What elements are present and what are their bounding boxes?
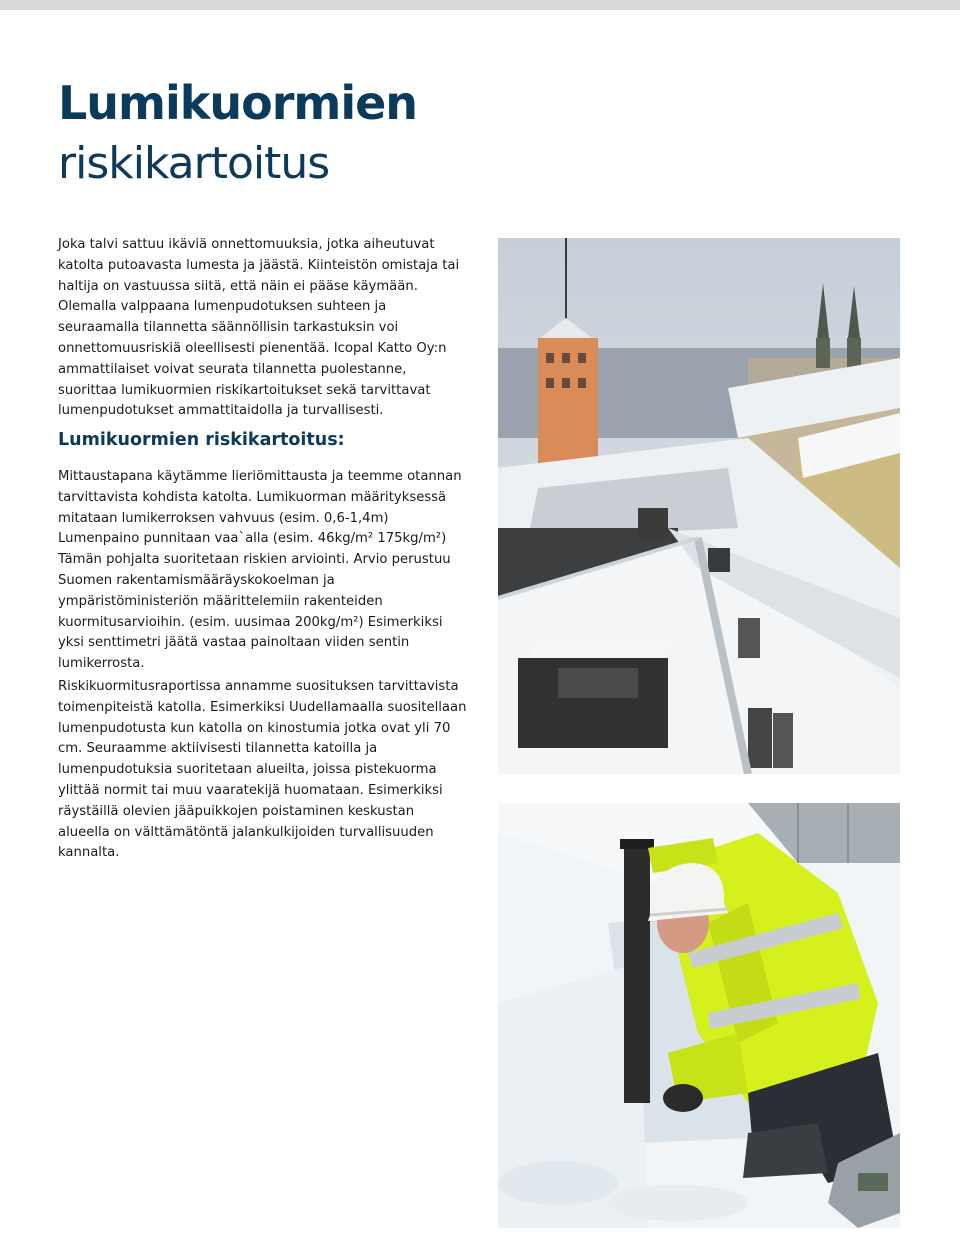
rooftops-photo	[498, 238, 900, 774]
body-section-1	[58, 467, 468, 675]
intro-section	[58, 235, 468, 422]
page-title: Lumikuormien	[58, 76, 418, 130]
body-section-2	[58, 677, 468, 864]
report-paragraph: Riskikuormitusraportissa annamme suosituksen tarvittavista toimenpiteistä katolla. Esimerkiksi Uudellamaalla suositellaan lumenpudotusta kun katolla on kinostumia jotka ovat yli 70 cm. Seuraamme aktiivisesti tilannetta katoilla ja lumenpudotuksia suoritetaan alueilta, joissa pistekuorma ylittää normit tai muu vaaratekijä huomataan. Esimerkiksi räystäillä olevien jääpuikkojen poistaminen keskustan alueella on välttämätöntä jalankulkijoiden turvallisuuden kannalta.	[58, 679, 467, 861]
measurement-paragraph: Mittaustapana käytämme lieriömittausta ja teemme otannan tarvittavista kohdista katolta. Lumikuorman määrityksessä mitataan lumikerroksen vahvuus (esim. 0,6-1,4m) Lumenpaino punnitaan vaa`alla (esim. 46kg/m² 175kg/m²) Tämän pohjalta suoritetaan riskien arviointi. Arvio perustuu Suomen rakentamismääräyskokoelman ja ympäristöministeriön määrittelemiin rakenteiden kuormitusarvioihin. (esim. uusimaa 200kg/m²) Esimerkiksi yksi senttimetri jäätä vastaa painoltaan viiden sentin lumikerrosta.	[58, 469, 462, 672]
intro-paragraph: Joka talvi sattuu ikäviä onnettomuuksia, jotka aiheutuvat katolta putoavasta lumesta ja jäästä. Kiinteistön omistaja tai haltija on vastuussa siitä, että näin ei pääse käymään. Olemalla valppaana lumenpudotuksen suhteen ja seuraamalla tilannetta säännöllisin tarkastuksin voi onnettomuusriskiä oleellisesti pienentää. Icopal Katto Oy:n ammattilaiset voivat seurata tilannetta puolestanne, suorittaa lumikuormien riskikartoitukset sekä tarvittavat lumenpudotukset ammattitaidolla ja turvallisesti.	[58, 237, 460, 419]
section-heading: Lumikuormien riskikartoitus:	[58, 430, 345, 450]
top-bar	[0, 0, 960, 10]
page-subtitle: riskikartoitus	[58, 138, 330, 189]
worker-photo	[498, 803, 900, 1228]
